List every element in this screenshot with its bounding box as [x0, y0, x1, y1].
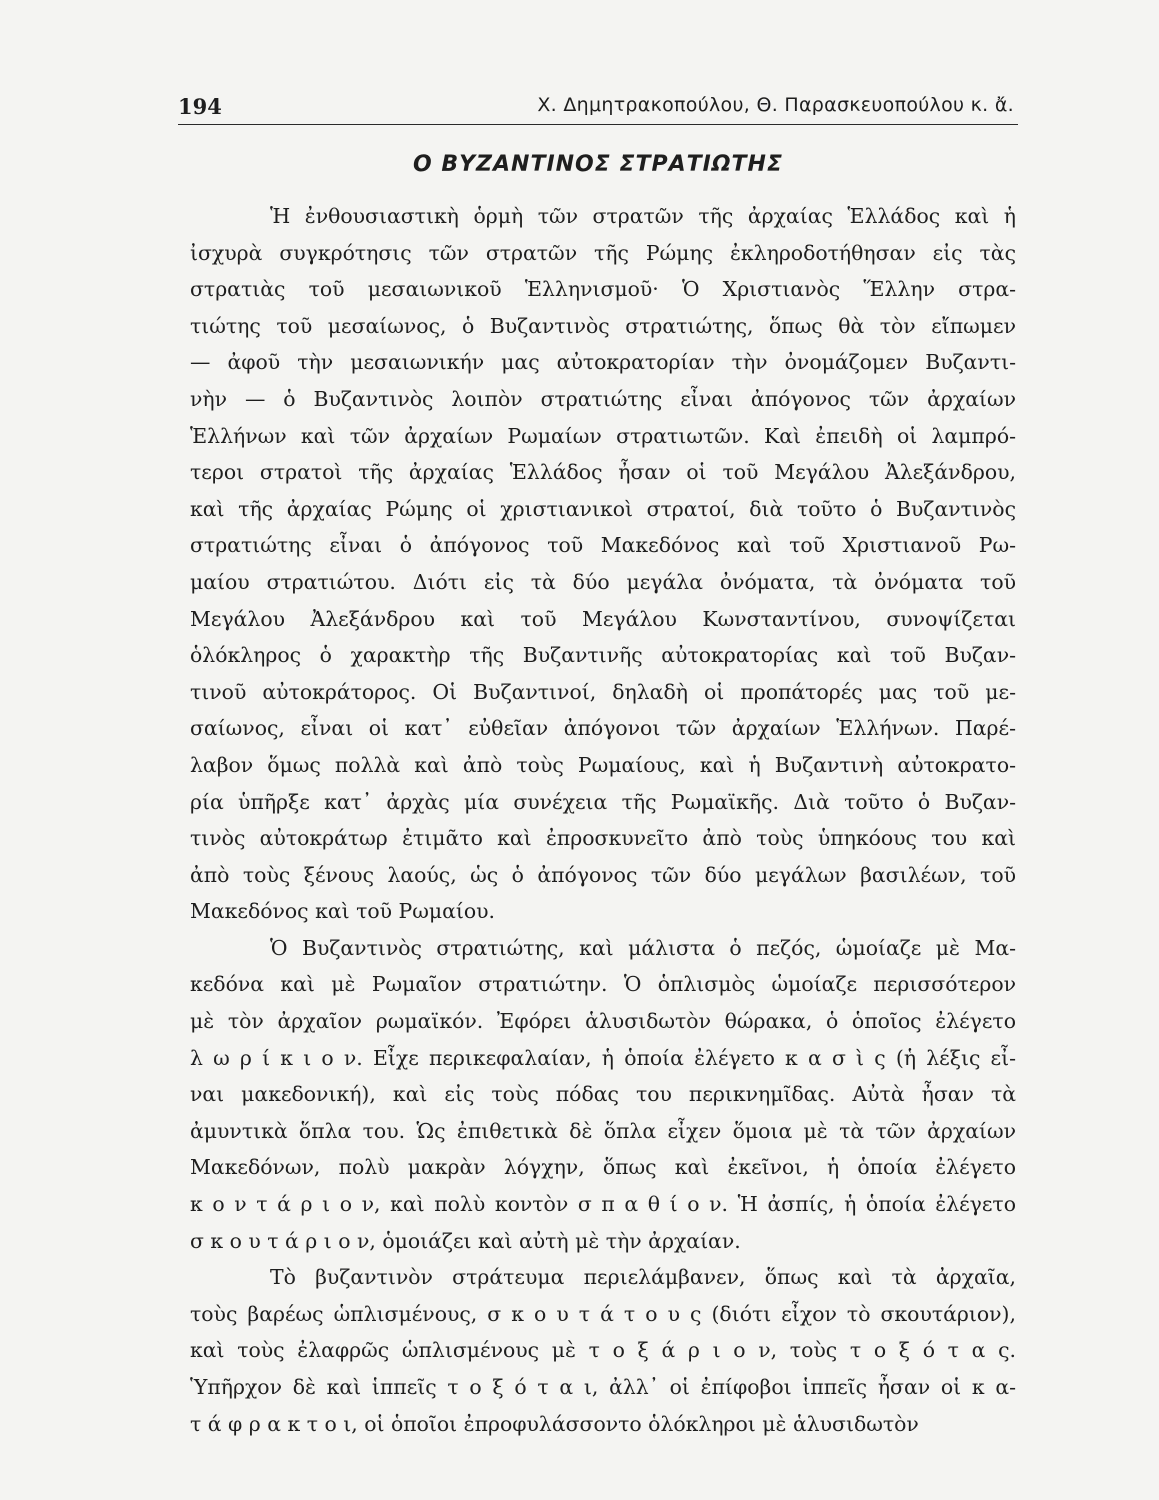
text-line: κεδόνα καὶ μὲ Ρωμαῖον στρατιώτην. Ὁ ὁπλισμὸς ὡμοίαζε περισσότερον: [190, 972, 1016, 997]
text-line: ρία ὑπῆρξε κατ᾽ ἀρχὰς μία συνέχεια τῆς Ρωμαϊκῆς. Διὰ τοῦτο ὁ Βυζαν-: [190, 789, 1016, 814]
text-line: Μεγάλου Ἀλεξάνδρου καὶ τοῦ Μεγάλου Κωνσταντίνου, συνοψίζεται: [190, 606, 1016, 631]
text-line: ἀμυντικὰ ὅπλα του. Ὡς ἐπιθετικὰ δὲ ὅπλα εἶχεν ὅμοια μὲ τὰ τῶν ἀρχαίων: [190, 1118, 1016, 1143]
running-header: [178, 92, 1018, 125]
text-line: Μακεδόνων, πολὺ μακρὰν λόγχην, ὅπως καὶ ἐκεῖνοι, ἡ ὁποία ἐλέγετο: [190, 1155, 1016, 1180]
text-line: λ ω ρ ί κ ι ο ν. Εἶχε περικεφαλαίαν, ἡ ὁποία ἐλέγετο κ α σ ὶ ς (ἡ λέξις εἶ-: [190, 1045, 1016, 1070]
paragraph: [190, 930, 1016, 1259]
text-line: κ ο ν τ ά ρ ι ο ν, καὶ πολὺ κοντὸν σ π α θ ί ο ν. Ἡ ἀσπίς, ἡ ὁποία ἐλέγετο: [190, 1192, 1016, 1217]
text-line: Ὁ Βυζαντινὸς στρατιώτης, καὶ μάλιστα ὁ πεζός, ὡμοίαζε μὲ Μα-: [270, 935, 1016, 960]
text-line: Τὸ βυζαντινὸν στράτευμα περιελάμβανεν, ὅπως καὶ τὰ ἀρχαῖα,: [270, 1265, 1016, 1290]
body-text: [190, 198, 1016, 1442]
text-line: μὲ τὸν ἀρχαῖον ρωμαϊκόν. Ἐφόρει ἁλυσιδωτὸν θώρακα, ὁ ὁποῖος ἐλέγετο: [190, 1009, 1016, 1034]
text-line: τινοῦ αὐτοκράτορος. Οἱ Βυζαντινοί, δηλαδὴ οἱ προπάτορές μας τοῦ με-: [190, 679, 1016, 704]
paragraph: [190, 198, 1016, 930]
text-line: καὶ τῆς ἀρχαίας Ρώμης οἱ χριστιανικοὶ στρατοί, διὰ τοῦτο ὁ Βυζαντινὸς: [190, 496, 1016, 521]
text-line: — ἀφοῦ τὴν μεσαιωνικήν μας αὐτοκρατορίαν τὴν ὀνομάζομεν Βυζαντι-: [190, 350, 1016, 375]
text-line: τεροι στρατοὶ τῆς ἀρχαίας Ἑλλάδος ἦσαν οἱ τοῦ Μεγάλου Ἀλεξάνδρου,: [190, 460, 1016, 485]
text-line: ἀπὸ τοὺς ξένους λαούς, ὡς ὁ ἀπόγονος τῶν δύο μεγάλων βασιλέων, τοῦ: [190, 862, 1016, 887]
text-line: σ κ ο υ τ ά ρ ι ο ν, ὁμοιάζει καὶ αὐτὴ μὲ τὴν ἀρχαίαν.: [190, 1228, 741, 1253]
header-authors: Χ. Δημητρακοπούλου, Θ. Παρασκευοπούλου κ. ἄ.: [537, 94, 1014, 116]
text-line: τιώτης τοῦ μεσαίωνος, ὁ Βυζαντινὸς στρατιώτης, ὅπως θὰ τὸν εἴπωμεν: [190, 313, 1016, 338]
text-line: μαίου στρατιώτου. Διότι εἰς τὰ δύο μεγάλα ὀνόματα, τὰ ὀνόματα τοῦ: [190, 569, 1016, 594]
text-line: τινὸς αὐτοκράτωρ ἐτιμᾶτο καὶ ἐπροσκυνεῖτο ἀπὸ τοὺς ὑπηκόους του καὶ: [190, 826, 1016, 851]
text-line: τοὺς βαρέως ὡπλισμένους, σ κ ο υ τ ά τ ο υ ς (διότι εἶχον τὸ σκουτάριον),: [190, 1301, 1016, 1326]
text-line: Ἡ ἐνθουσιαστικὴ ὁρμὴ τῶν στρατῶν τῆς ἀρχαίας Ἑλλάδος καὶ ἡ: [270, 204, 1016, 228]
text-line: νὴν — ὁ Βυζαντινὸς λοιπὸν στρατιώτης εἶναι ἀπόγονος τῶν ἀρχαίων: [190, 386, 1016, 411]
text-line: Ἑλλήνων καὶ τῶν ἀρχαίων Ρωμαίων στρατιωτῶν. Καὶ ἐπειδὴ οἱ λαμπρό-: [190, 423, 1016, 448]
text-line: Ὑπῆρχον δὲ καὶ ἱππεῖς τ ο ξ ό τ α ι, ἀλλ᾽ οἱ ἐπίφοβοι ἱππεῖς ἦσαν οἱ κ α-: [190, 1375, 1016, 1399]
text-line: καὶ τοὺς ἐλαφρῶς ὡπλισμένους μὲ τ ο ξ ά ρ ι ο ν, τοὺς τ ο ξ ό τ α ς.: [190, 1338, 1016, 1363]
paragraph: [190, 1259, 1016, 1442]
text-line: Μακεδόνος καὶ τοῦ Ρωμαίου.: [190, 899, 496, 924]
article-title: Ο ΒΥΖΑΝΤΙΝΟΣ ΣΤΡΑΤΙΩΤΗΣ: [413, 152, 783, 177]
text-line: λαβον ὅμως πολλὰ καὶ ἀπὸ τοὺς Ρωμαίους, καὶ ἡ Βυζαντινὴ αὐτοκρατο-: [190, 752, 1016, 777]
text-line: στρατιώτης εἶναι ὁ ἀπόγονος τοῦ Μακεδόνος καὶ τοῦ Χριστιανοῦ Ρω-: [190, 533, 1016, 558]
text-line: στρατιὰς τοῦ μεσαιωνικοῦ Ἑλληνισμοῦ· Ὁ Χριστιανὸς Ἕλλην στρα-: [190, 277, 1016, 302]
text-line: τ ά φ ρ α κ τ ο ι, οἱ ὁποῖοι ἐπροφυλάσσοντο ὁλόκληροι μὲ ἁλυσιδωτὸν: [190, 1411, 919, 1436]
text-line: ἰσχυρὰ συγκρότησις τῶν στρατῶν τῆς Ρώμης ἐκληροδοτήθησαν εἰς τὰς: [190, 240, 1016, 265]
text-line: ναι μακεδονική), καὶ εἰς τοὺς πόδας του περικνημῖδας. Αὐτὰ ἦσαν τὰ: [190, 1082, 1016, 1107]
text-line: σαίωνος, εἶναι οἱ κατ᾽ εὐθεῖαν ἀπόγονοι τῶν ἀρχαίων Ἑλλήνων. Παρέ-: [190, 716, 1016, 741]
text-line: ὁλόκληρος ὁ χαρακτὴρ τῆς Βυζαντινῆς αὐτοκρατορίας καὶ τοῦ Βυζαν-: [190, 643, 1016, 668]
page-number: 194: [178, 94, 222, 119]
